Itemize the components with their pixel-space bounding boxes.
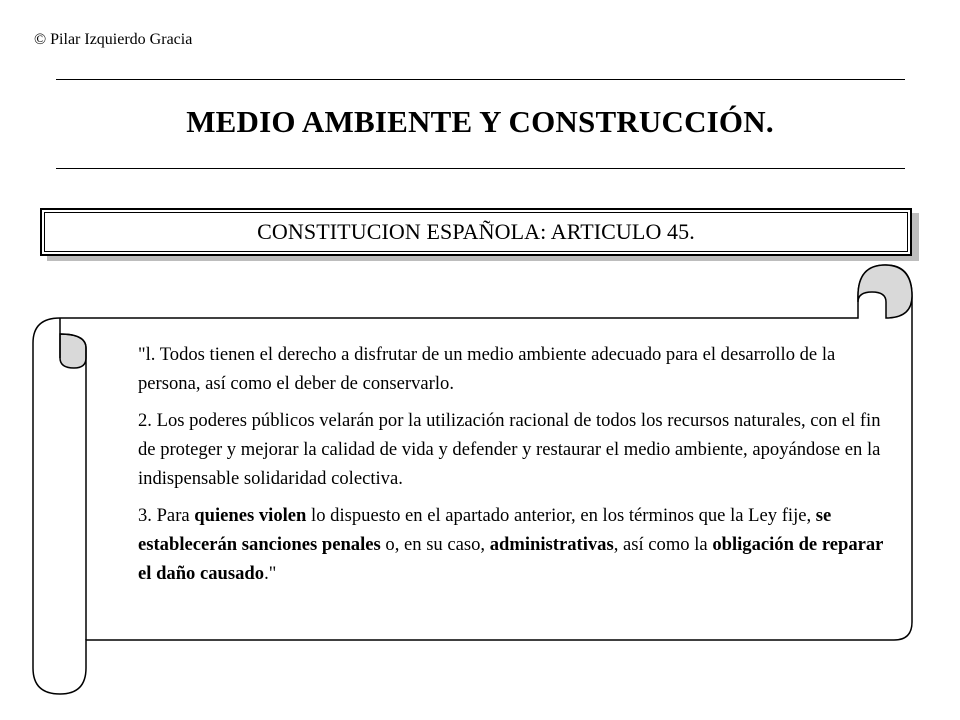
p3-bold-2: se establecerán sanciones penales — [138, 505, 832, 555]
article-text — [138, 340, 890, 596]
p3-text-4: , así como la — [613, 534, 713, 555]
article-heading: CONSTITUCION ESPAÑOLA: ARTICULO 45. — [257, 219, 695, 244]
p3-text-5: ." — [264, 563, 277, 584]
p3-bold-3: administrativas — [489, 534, 614, 555]
p3-text-1: 3. Para — [138, 505, 195, 526]
paragraph-2: 2. Los poderes públicos velarán por la utilización racional de todos los recursos naturales, con el fin de proteger y mejorar la calidad de vida y defender y restaurar el medio ambiente, apoyándose en la indispensable solidaridad colectiva. — [138, 410, 881, 489]
copyright-notice: © Pilar Izquierdo Gracia — [34, 31, 193, 48]
p3-text-2: lo dispuesto en el apartado anterior, en los términos que la Ley fije, — [306, 505, 816, 526]
p3-bold-1: quienes violen — [194, 505, 307, 526]
paragraph-3 — [138, 501, 890, 588]
p3-bold-4: obligación de reparar el daño causado — [138, 534, 884, 584]
paragraph-1: "l. Todos tienen el derecho a disfrutar de un medio ambiente adecuado para el desarrollo de la persona, así como el deber de conservarlo. — [138, 344, 836, 394]
page-title: MEDIO AMBIENTE Y CONSTRUCCIÓN. — [186, 104, 774, 139]
p3-text-3: o, en su caso, — [380, 534, 490, 555]
